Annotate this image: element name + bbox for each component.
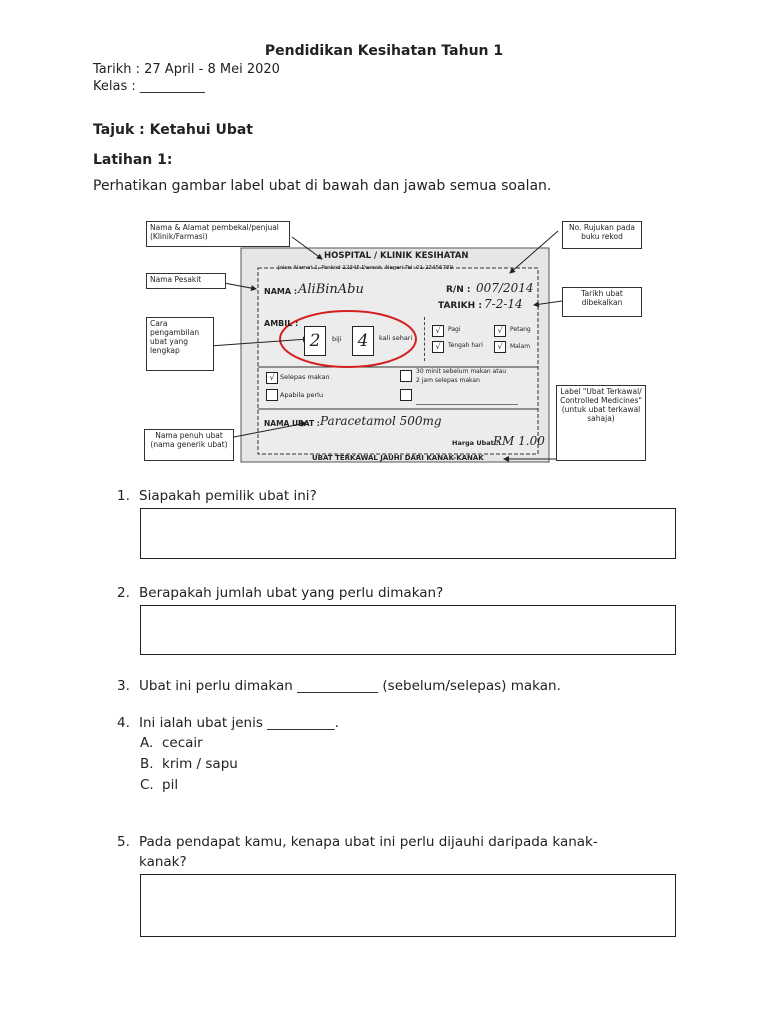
label-midday: Tengah hari xyxy=(448,342,483,349)
tick-box: √ xyxy=(494,325,506,337)
page-title: Pendidikan Kesihatan Tahun 1 xyxy=(264,43,504,59)
label-before-meal: 30 minit sebelum makan atau xyxy=(416,368,507,375)
date-line: Tarikh : 27 April - 8 Mei 2020 xyxy=(93,62,280,77)
tick-box: √ xyxy=(494,341,506,353)
answer-box-5[interactable] xyxy=(140,874,676,937)
timing-block xyxy=(424,317,539,361)
answer-box-2[interactable] xyxy=(140,605,676,655)
empty-box xyxy=(400,370,412,382)
label-rn-value: 007/2014 xyxy=(476,281,534,295)
label-drug-value: Paracetamol 500mg xyxy=(320,414,442,428)
callout-date: Tarikh ubat dibekalkan xyxy=(562,287,642,317)
question-5-line2: kanak? xyxy=(139,854,187,870)
label-date-label: TARIKH : xyxy=(438,301,482,311)
callout-reference: No. Rujukan pada buku rekod xyxy=(562,221,642,249)
option-c[interactable]: C. pil xyxy=(140,777,179,793)
option-b[interactable]: B. krim / sapu xyxy=(140,756,238,772)
callout-method: Cara pengambilan ubat yang lengkap xyxy=(146,317,214,371)
label-morning: Pagi xyxy=(448,326,461,333)
label-drug-label: NAMA UBAT : xyxy=(264,419,320,428)
tick-box: √ xyxy=(432,341,444,353)
label-evening: Petang xyxy=(510,326,531,333)
question-2: 2. Berapakah jumlah ubat yang perlu dimakan? xyxy=(117,585,444,601)
label-unit: biji xyxy=(332,335,342,343)
topic-heading: Tajuk : Ketahui Ubat xyxy=(93,122,253,138)
label-rn-label: R/N : xyxy=(446,285,471,295)
empty-box xyxy=(266,389,278,401)
callout-patient: Nama Pesakit xyxy=(146,273,226,289)
label-after-meal2: 2 jam selepas makan xyxy=(416,377,480,384)
label-qty: 2 xyxy=(304,326,326,356)
label-name-label: NAMA : xyxy=(264,287,298,296)
label-times: 4 xyxy=(352,326,374,356)
question-5: 5. Pada pendapat kamu, kenapa ubat ini perlu dijauhi daripada kanak- xyxy=(117,834,598,850)
answer-box-1[interactable] xyxy=(140,508,676,559)
label-as-needed: Apabila perlu xyxy=(280,391,324,399)
medicine-label-figure xyxy=(138,213,646,467)
callout-supplier: Nama & Alamat pembekal/penjual (Klinik/Farmasi) xyxy=(146,221,290,247)
label-price-label: Harga Ubat : xyxy=(452,439,499,447)
label-take: AMBIL : xyxy=(264,319,299,328)
label-address: Jalan Alamat 1, Poskod 12345 Daerah, Negeri Tel: 01-23456789 xyxy=(278,265,454,271)
label-night: Malam xyxy=(510,343,531,350)
label-date-value: 7-2-14 xyxy=(484,297,523,311)
label-after-meal: Selepas makan xyxy=(280,373,330,381)
blank-line xyxy=(416,404,518,405)
empty-box xyxy=(400,389,412,401)
label-name-value: AliBinAbu xyxy=(298,282,364,297)
label-hospital: HOSPITAL / KLINIK KESIHATAN xyxy=(324,251,469,261)
question-3: 3. Ubat ini perlu dimakan ____________ (sebelum/selepas) makan. xyxy=(117,678,561,694)
class-line: Kelas : __________ xyxy=(93,79,205,94)
tick-box: √ xyxy=(266,372,278,384)
label-times-text: kali sehari xyxy=(379,334,413,342)
callout-controlled: Label "Ubat Terkawal/ Controlled Medicines" (untuk ubat terkawal sahaja) xyxy=(556,385,646,461)
tick-box: √ xyxy=(432,325,444,337)
instruction-text: Perhatikan gambar label ubat di bawah dan jawab semua soalan. xyxy=(93,178,552,194)
callout-fullname: Nama penuh ubat (nama generik ubat) xyxy=(144,429,234,461)
label-price-value: RM 1.00 xyxy=(493,434,545,448)
exercise-heading: Latihan 1: xyxy=(93,152,173,168)
question-4: 4. Ini ialah ubat jenis __________. xyxy=(117,715,339,731)
question-1: 1. Siapakah pemilik ubat ini? xyxy=(117,488,317,504)
option-a[interactable]: A. cecair xyxy=(140,735,203,751)
label-footer: UBAT TERKAWAL JAUHI DARI KANAK-KANAK xyxy=(312,454,484,462)
